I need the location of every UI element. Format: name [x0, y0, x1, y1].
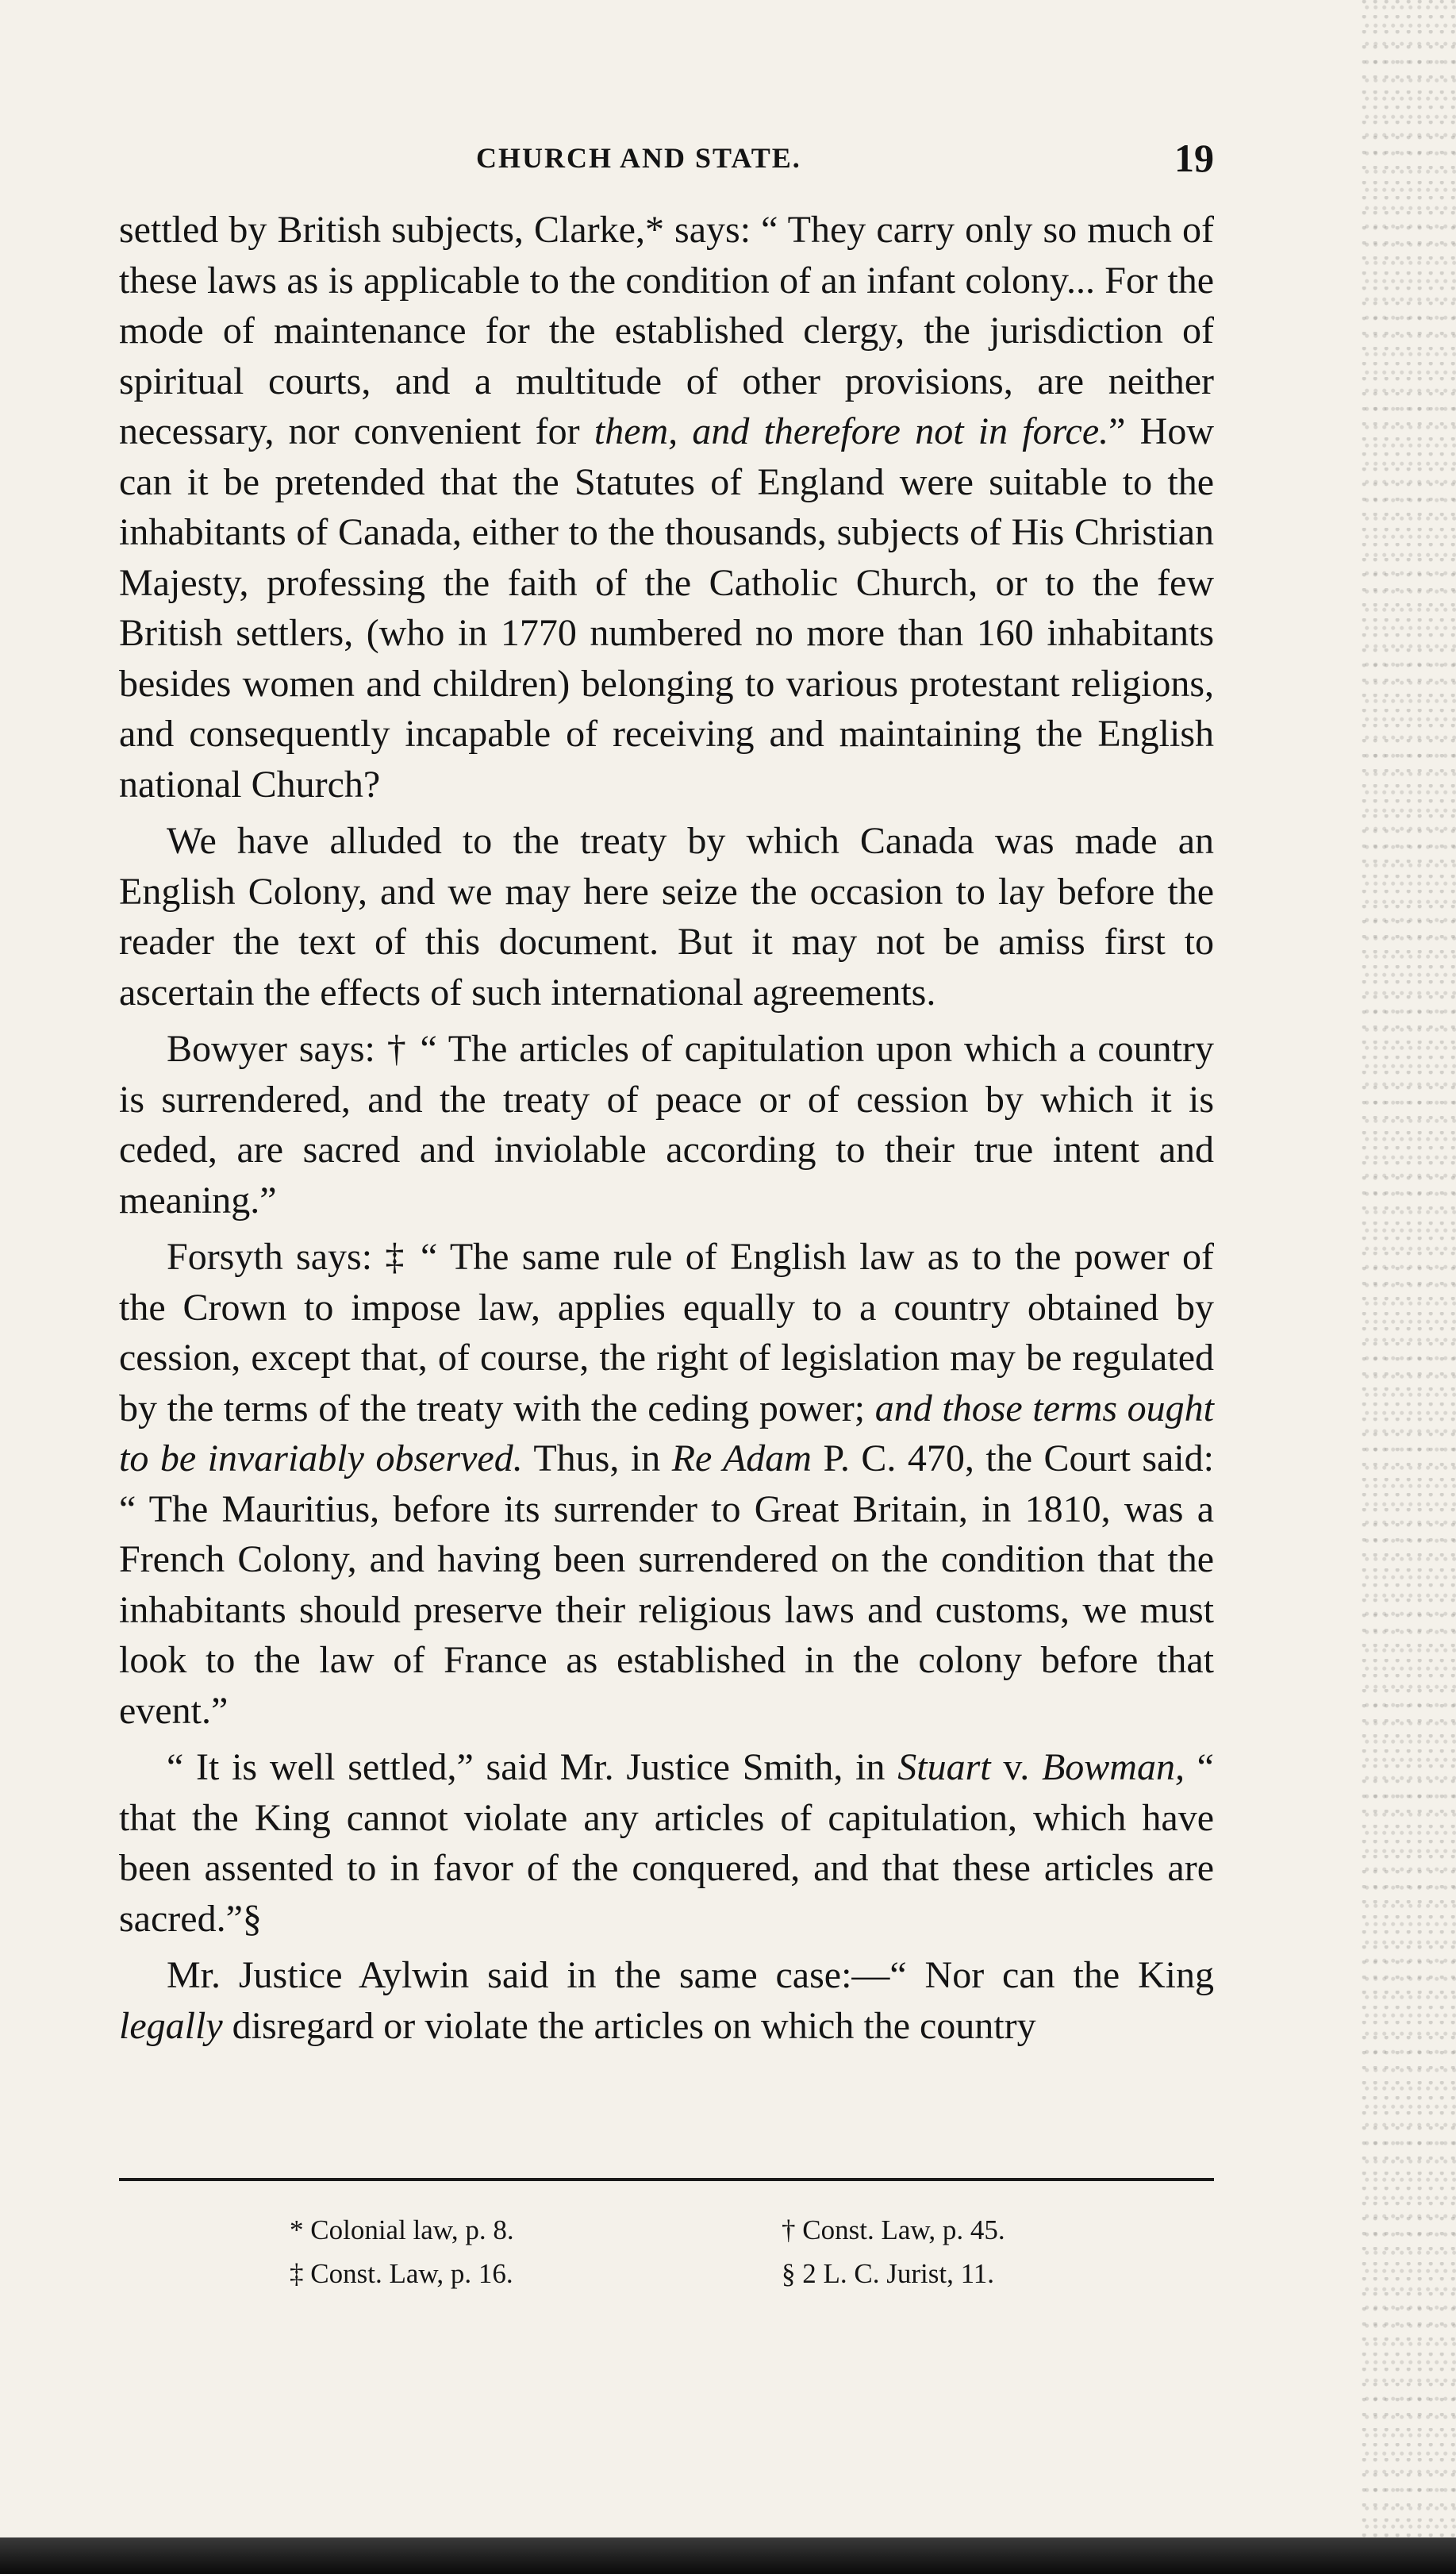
text-run: We have alluded to the treaty by which Canada was made an English Colony, and we may here seize the occasion to lay before the reader the text of this document. But it may not be amiss first to ascertain the effects of such international agreements.: [119, 820, 1214, 1014]
text-run: settled by British subjects, Clarke,* says: “ They carry only so much of these laws as is applicable to the condition of an infant colony... For the mode of maintenance for the established clergy, the jurisdiction of spiritual courts, and a multitude of other provisions, are neither necessary, nor convenient for: [119, 209, 1214, 452]
italic-text: them, and therefore not in force.: [594, 410, 1109, 452]
text-run: Thus, in: [522, 1437, 672, 1479]
text-run: Mr. Justice Aylwin said in the same case:—“ Nor can the King: [167, 1954, 1214, 1996]
footnote: ‡ Const. Law, p. 16.: [290, 2258, 513, 2289]
text-run: “ It is well settled,” said Mr. Justice Smith, in: [167, 1746, 898, 1788]
italic-text: Re Adam: [671, 1437, 812, 1479]
footnote-rule: [119, 2178, 1214, 2181]
italic-text: and those terms ought to be invariably observed.: [119, 1387, 1214, 1479]
page-number: 19: [1174, 136, 1214, 180]
running-head: [119, 135, 1214, 190]
italic-text: legally: [119, 2004, 223, 2047]
footnote: * Colonial law, p. 8.: [290, 2214, 514, 2245]
paragraph: [119, 1232, 1214, 1736]
body-text: [119, 205, 1214, 2057]
running-title: CHURCH AND STATE.: [476, 142, 801, 174]
paragraph: [119, 816, 1214, 1018]
text-run: “ that the King cannot violate any articles of capitulation, which have been assented to in favor of the conquered, and that these articles are sacred.”§: [119, 1746, 1214, 1940]
text-run: P. C. 470, the Court said: “ The Mauritius, before its surrender to Great Britain, in 1810, was a French Colony, and having been surrendered on the condition that the inhabitants should preserve their religious laws and customs, we must look to the law of France as established in the colony before that event.”: [119, 1437, 1214, 1732]
text-run: ” How can it be pretended that the Statutes of England were suitable to the inhabitants of Canada, either to the thousands, subjects of His Christian Majesty, professing the faith of the Catholic Church, or to the few British settlers, (who in 1770 numbered no more than 160 inhabitants besides women and children) belonging to various protestant religions, and consequently incapable of receiving and maintaining the English national Church?: [119, 410, 1215, 806]
paragraph: [119, 1024, 1214, 1225]
footnotes: [290, 2208, 1131, 2295]
text-run: disregard or violate the articles on which the country: [222, 2004, 1036, 2047]
paragraph: [119, 1950, 1214, 2051]
footnote: § 2 L. C. Jurist, 11.: [782, 2258, 995, 2289]
italic-text: Bowman,: [1041, 1746, 1185, 1788]
text-run: Forsyth says: ‡ “ The same rule of English law as to the power of the Crown to impose law, applies equally to a country obtained by cession, except that, of course, the right of legislation may be regulated by the terms of the treaty with the ceding power;: [119, 1236, 1214, 1429]
text-run: Bowyer says: † “ The articles of capitulation upon which a country is surrendered, and the treaty of peace or of cession by which it is ceded, are sacred and inviolable according to their true intent and meaning.”: [119, 1028, 1214, 1222]
page-edge-speckle: [1361, 0, 1456, 2574]
italic-text: Stuart: [897, 1746, 991, 1788]
text-run: v.: [990, 1746, 1042, 1788]
paragraph: [119, 205, 1214, 810]
paragraph: [119, 1742, 1214, 1944]
scan-bottom-border: [0, 2537, 1456, 2574]
footnote: † Const. Law, p. 45.: [782, 2214, 1005, 2245]
